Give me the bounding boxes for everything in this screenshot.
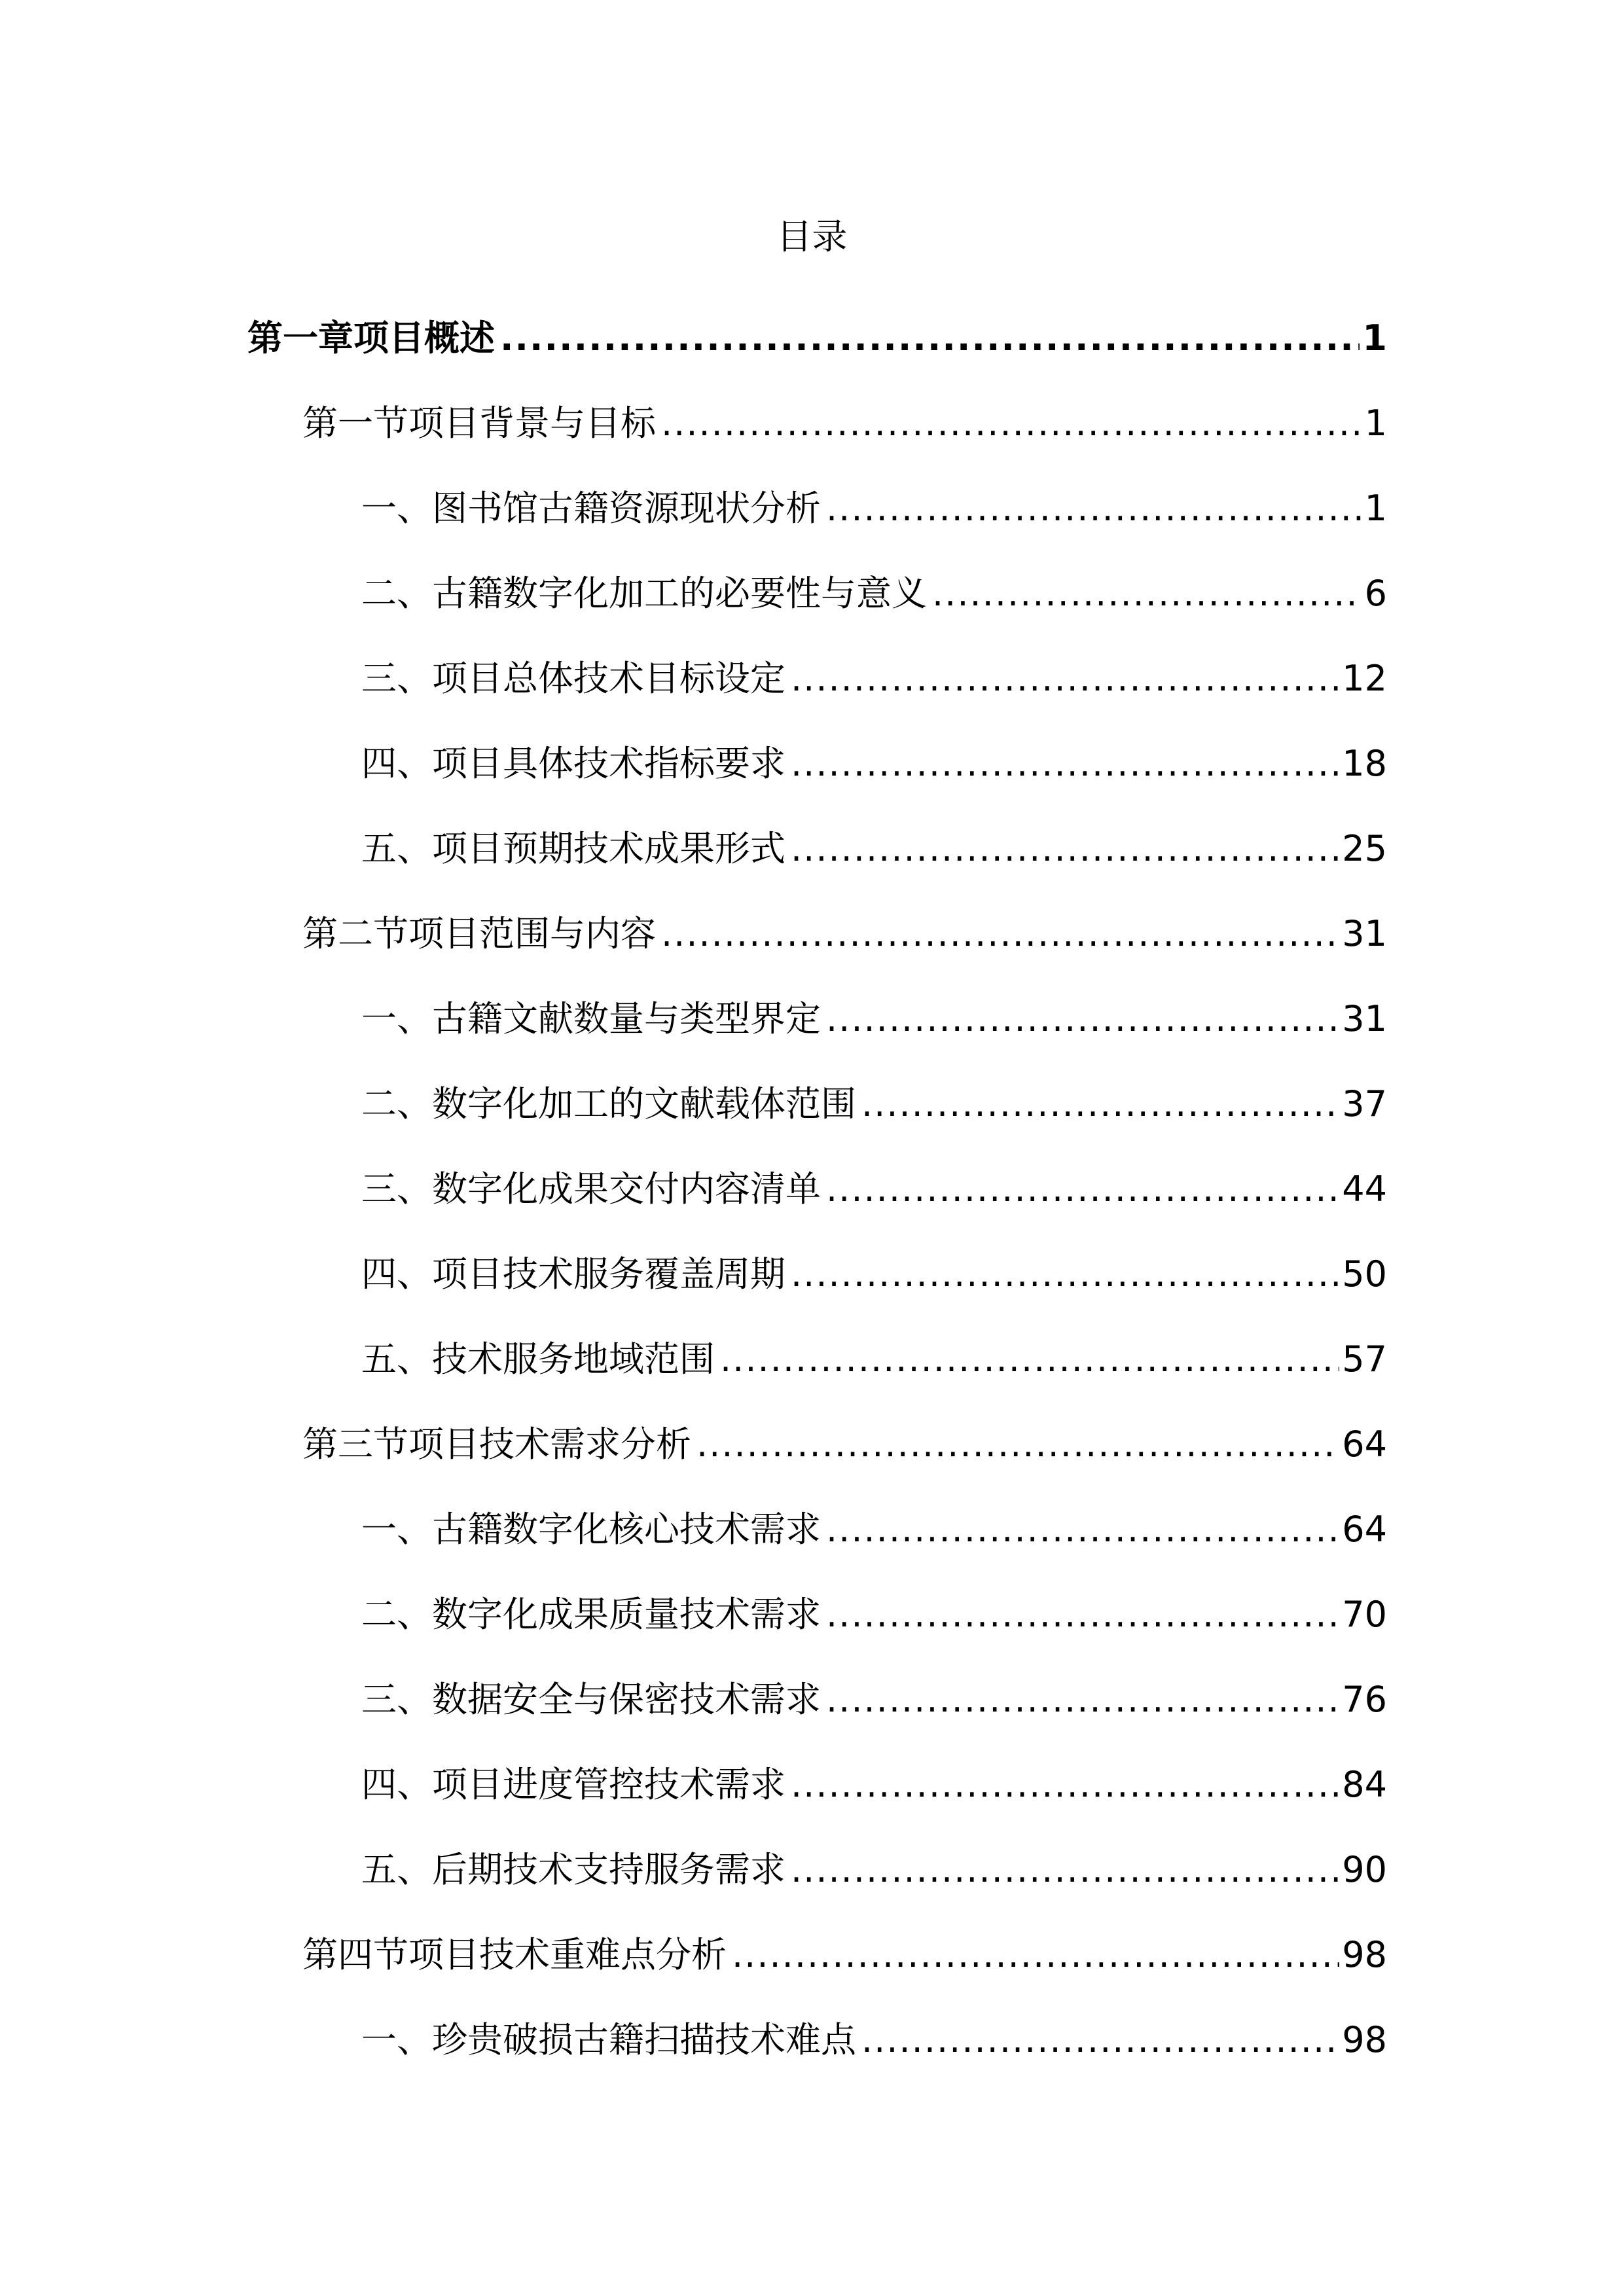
toc-page-number: 1 [1364, 403, 1387, 444]
toc-page-number: 84 [1342, 1764, 1387, 1805]
toc-entry[interactable] [0, 1742, 1624, 1827]
toc-page-number: 31 [1342, 998, 1387, 1039]
toc-page-number: 1 [1362, 317, 1387, 359]
toc-page-number: 76 [1342, 1679, 1387, 1720]
toc-page-number: 50 [1342, 1253, 1387, 1295]
toc-leader-dots [826, 482, 1362, 535]
toc-entry[interactable] [0, 1912, 1624, 1998]
toc-entry[interactable] [0, 1487, 1624, 1572]
toc-entry-text: 第二节项目范围与内容 [302, 913, 656, 954]
toc-entry[interactable] [0, 1317, 1624, 1402]
toc-page-number: 44 [1342, 1168, 1387, 1210]
toc-page-number: 25 [1342, 828, 1387, 869]
toc-leader-dots [826, 1503, 1339, 1556]
toc-entry[interactable] [0, 636, 1624, 721]
toc-leader-dots [720, 1333, 1339, 1386]
toc-page-number: 31 [1342, 913, 1387, 954]
toc-leader-dots [932, 567, 1362, 620]
toc-entry-text: 一、古籍文献数量与类型界定 [361, 998, 821, 1039]
toc-leader-dots [861, 2014, 1339, 2066]
toc-entry-text: 五、后期技术支持服务需求 [361, 1849, 785, 1890]
toc-leader-dots [661, 397, 1362, 450]
toc-leader-dots [826, 1674, 1339, 1726]
toc-leader-dots [661, 908, 1339, 960]
toc-leader-dots [791, 823, 1339, 875]
toc-entry[interactable] [0, 296, 1624, 381]
toc-entry[interactable] [0, 1657, 1624, 1742]
toc-page-number: 18 [1342, 743, 1387, 784]
toc-entry-text: 第四节项目技术重难点分析 [302, 1934, 727, 1975]
toc-page-number: 64 [1342, 1509, 1387, 1550]
toc-entry-text: 三、数据安全与保密技术需求 [361, 1679, 821, 1720]
toc-title: 目录 [776, 216, 848, 257]
toc-leader-dots [791, 653, 1339, 705]
toc-entry-text: 三、项目总体技术目标设定 [361, 658, 785, 699]
toc-leader-dots [826, 993, 1339, 1045]
toc-entry-text: 四、项目进度管控技术需求 [361, 1764, 785, 1805]
toc-page-number: 6 [1364, 573, 1387, 614]
table-of-contents [0, 296, 1624, 2083]
toc-entry-text: 一、图书馆古籍资源现状分析 [361, 488, 821, 529]
toc-entry[interactable] [0, 1998, 1624, 2083]
toc-page-number: 64 [1342, 1424, 1387, 1465]
toc-entry-text: 五、技术服务地域范围 [361, 1338, 715, 1380]
toc-leader-dots [732, 1929, 1339, 1981]
toc-entry[interactable] [0, 1402, 1624, 1487]
toc-entry[interactable] [0, 977, 1624, 1062]
toc-entry[interactable] [0, 1232, 1624, 1317]
toc-entry-text: 第三节项目技术需求分析 [302, 1424, 691, 1465]
toc-entry-text: 二、古籍数字化加工的必要性与意义 [361, 573, 927, 614]
toc-entry-text: 一、古籍数字化核心技术需求 [361, 1509, 821, 1550]
toc-page-number: 1 [1364, 488, 1387, 529]
toc-leader-dots [791, 1248, 1339, 1300]
toc-entry[interactable] [0, 1062, 1624, 1147]
toc-page-number: 90 [1342, 1849, 1387, 1890]
toc-page-number: 70 [1342, 1594, 1387, 1635]
toc-entry-text: 二、数字化成果质量技术需求 [361, 1594, 821, 1635]
toc-page-number: 98 [1342, 1934, 1387, 1975]
toc-entry[interactable] [0, 806, 1624, 891]
toc-page-number: 12 [1342, 658, 1387, 699]
toc-entry-text: 五、项目预期技术成果形式 [361, 828, 785, 869]
toc-page-number: 37 [1342, 1083, 1387, 1124]
toc-entry[interactable] [0, 1572, 1624, 1657]
toc-leader-dots [826, 1588, 1339, 1641]
toc-entry[interactable] [0, 1827, 1624, 1912]
toc-leader-dots [696, 1418, 1339, 1471]
toc-leader-dots [791, 1759, 1339, 1811]
toc-entry[interactable] [0, 551, 1624, 636]
toc-leader-dots [826, 1163, 1339, 1215]
toc-entry[interactable] [0, 1147, 1624, 1232]
toc-leader-dots [791, 1844, 1339, 1896]
toc-entry-text: 四、项目具体技术指标要求 [361, 743, 785, 784]
toc-leader-dots [791, 738, 1339, 790]
toc-entry-text: 一、珍贵破损古籍扫描技术难点 [361, 2019, 856, 2060]
toc-entry[interactable] [0, 891, 1624, 977]
toc-entry-text: 第一章项目概述 [247, 317, 495, 359]
toc-page-number: 57 [1342, 1338, 1387, 1380]
toc-entry-text: 第一节项目背景与目标 [302, 403, 656, 444]
toc-entry[interactable] [0, 721, 1624, 806]
toc-entry-text: 二、数字化加工的文献载体范围 [361, 1083, 856, 1124]
toc-page-number: 98 [1342, 2019, 1387, 2060]
toc-entry[interactable] [0, 381, 1624, 466]
toc-leader-dots [500, 312, 1360, 365]
toc-entry[interactable] [0, 466, 1624, 551]
toc-entry-text: 四、项目技术服务覆盖周期 [361, 1253, 785, 1295]
toc-leader-dots [861, 1078, 1339, 1130]
toc-entry-text: 三、数字化成果交付内容清单 [361, 1168, 821, 1210]
